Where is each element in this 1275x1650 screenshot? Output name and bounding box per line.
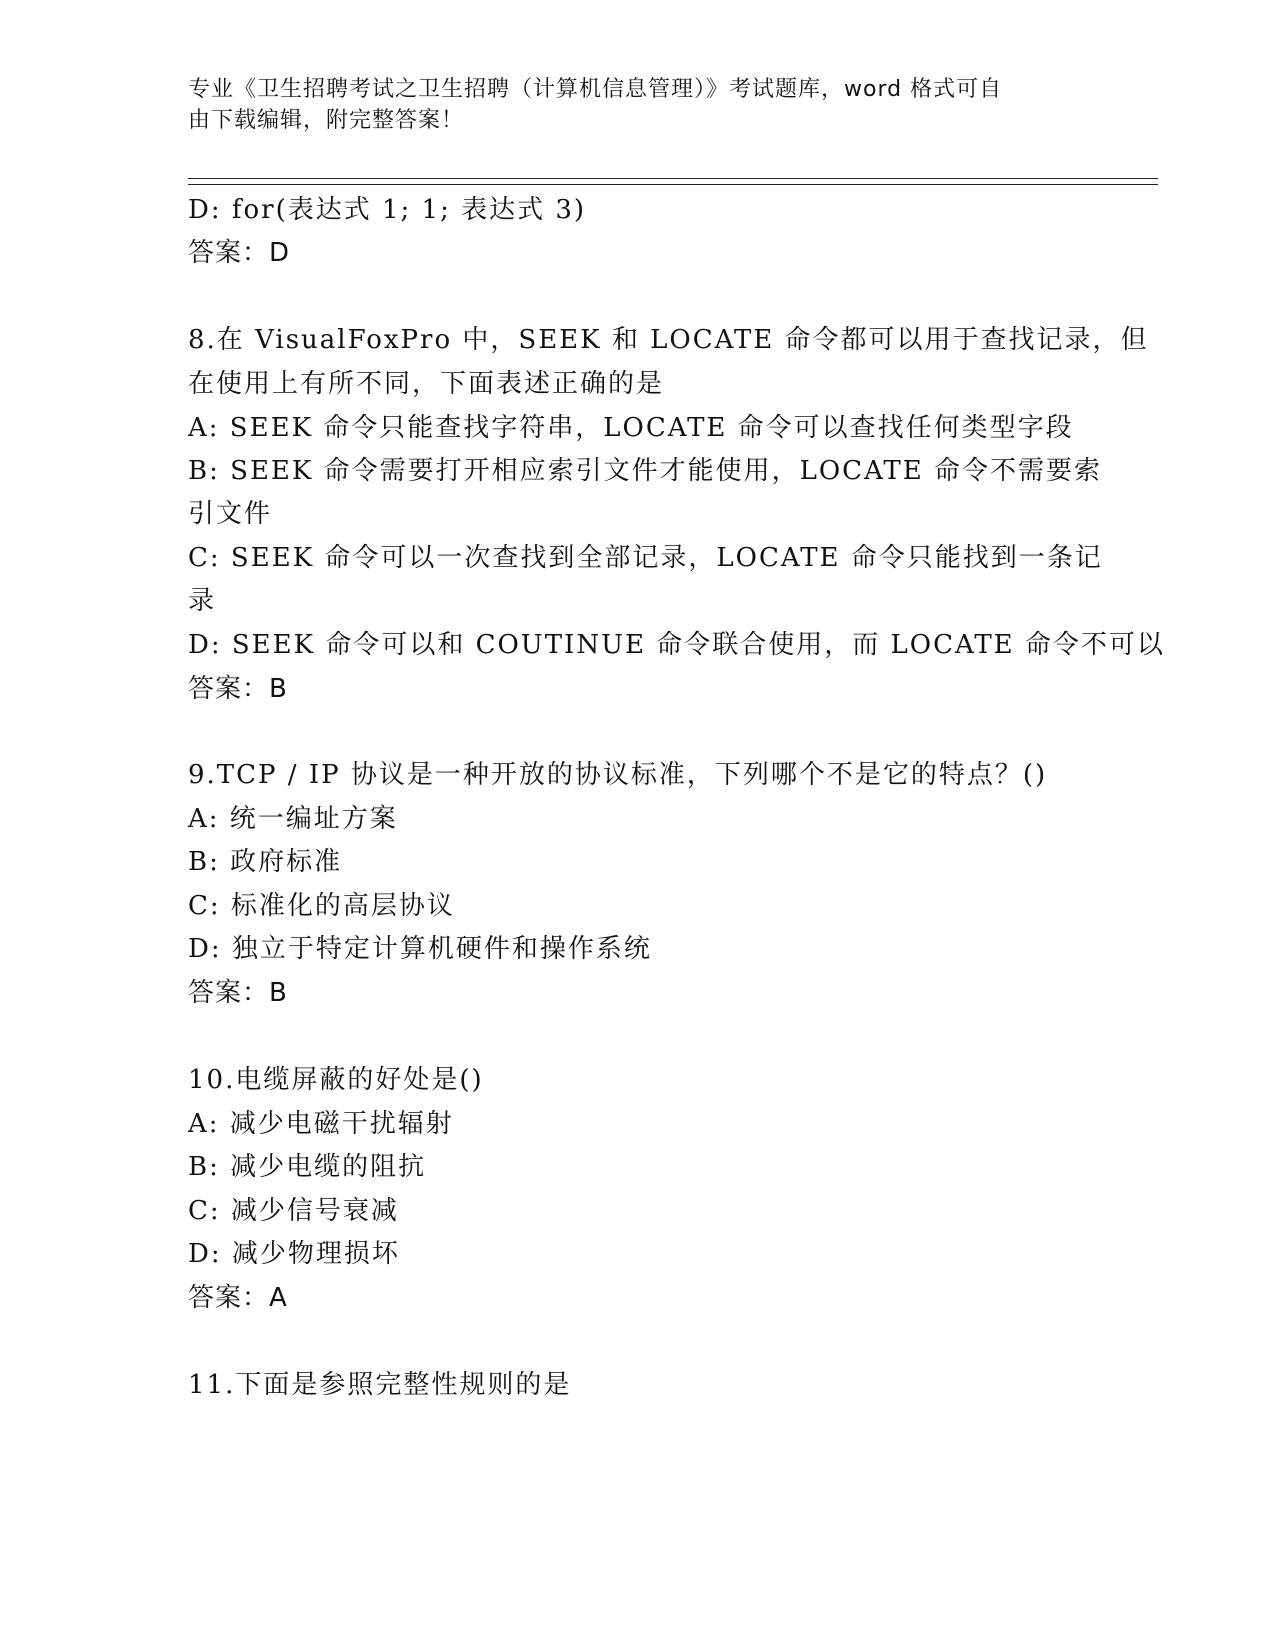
q8-stem-line-1: 8.在 VisualFoxPro 中，SEEK 和 LOCATE 命令都可以用于查找记录，但 xyxy=(188,325,1149,355)
header-divider-top xyxy=(188,178,1158,179)
q9-option-d: D: 独立于特定计算机硬件和操作系统 xyxy=(188,934,652,964)
q8-stem-line-2: 在使用上有所不同，下面表述正确的是 xyxy=(188,369,665,399)
q7-answer: 答案：D xyxy=(188,238,291,268)
q10-stem: 10.电缆屏蔽的好处是() xyxy=(188,1065,484,1095)
q7-option-d: D: for(表达式 1; 1; 表达式 3) xyxy=(188,195,587,225)
q8-option-b-line-1: B: SEEK 命令需要打开相应索引文件才能使用，LOCATE 命令不需要索 xyxy=(188,456,1103,486)
q8-option-b-line-2: 引文件 xyxy=(188,499,273,529)
q10-option-b: B: 减少电缆的阻抗 xyxy=(188,1152,427,1182)
q11-stem: 11.下面是参照完整性规则的是 xyxy=(188,1370,572,1400)
header-line-2: 由下载编辑，附完整答案！ xyxy=(188,108,465,133)
q9-option-c: C: 标准化的高层协议 xyxy=(188,891,455,921)
header-line-1: 专业《卫生招聘考试之卫生招聘（计算机信息管理）》考试题库，word 格式可自 xyxy=(188,77,1003,102)
q8-option-a: A: SEEK 命令只能查找字符串，LOCATE 命令可以查找任何类型字段 xyxy=(188,413,1074,443)
q10-option-c: C: 减少信号衰减 xyxy=(188,1196,399,1226)
q10-option-d: D: 减少物理损坏 xyxy=(188,1239,400,1269)
q9-answer: 答案：B xyxy=(188,978,288,1008)
q8-option-d: D: SEEK 命令可以和 COUTINUE 命令联合使用，而 LOCATE 命令不可以 xyxy=(188,630,1165,660)
q9-option-b: B: 政府标准 xyxy=(188,847,343,877)
q8-answer: 答案：B xyxy=(188,674,288,704)
document-header xyxy=(188,74,1088,136)
q9-stem: 9.TCP / IP 协议是一种开放的协议标准，下列哪个不是它的特点？() xyxy=(188,760,1048,790)
header-divider-bottom xyxy=(188,184,1158,185)
q10-option-a: A: 减少电磁干扰辐射 xyxy=(188,1109,454,1139)
q10-answer: 答案：A xyxy=(188,1283,288,1313)
q8-option-c-line-1: C: SEEK 命令可以一次查找到全部记录，LOCATE 命令只能找到一条记 xyxy=(188,543,1103,573)
q9-option-a: A: 统一编址方案 xyxy=(188,804,398,834)
q8-option-c-line-2: 录 xyxy=(188,586,217,616)
